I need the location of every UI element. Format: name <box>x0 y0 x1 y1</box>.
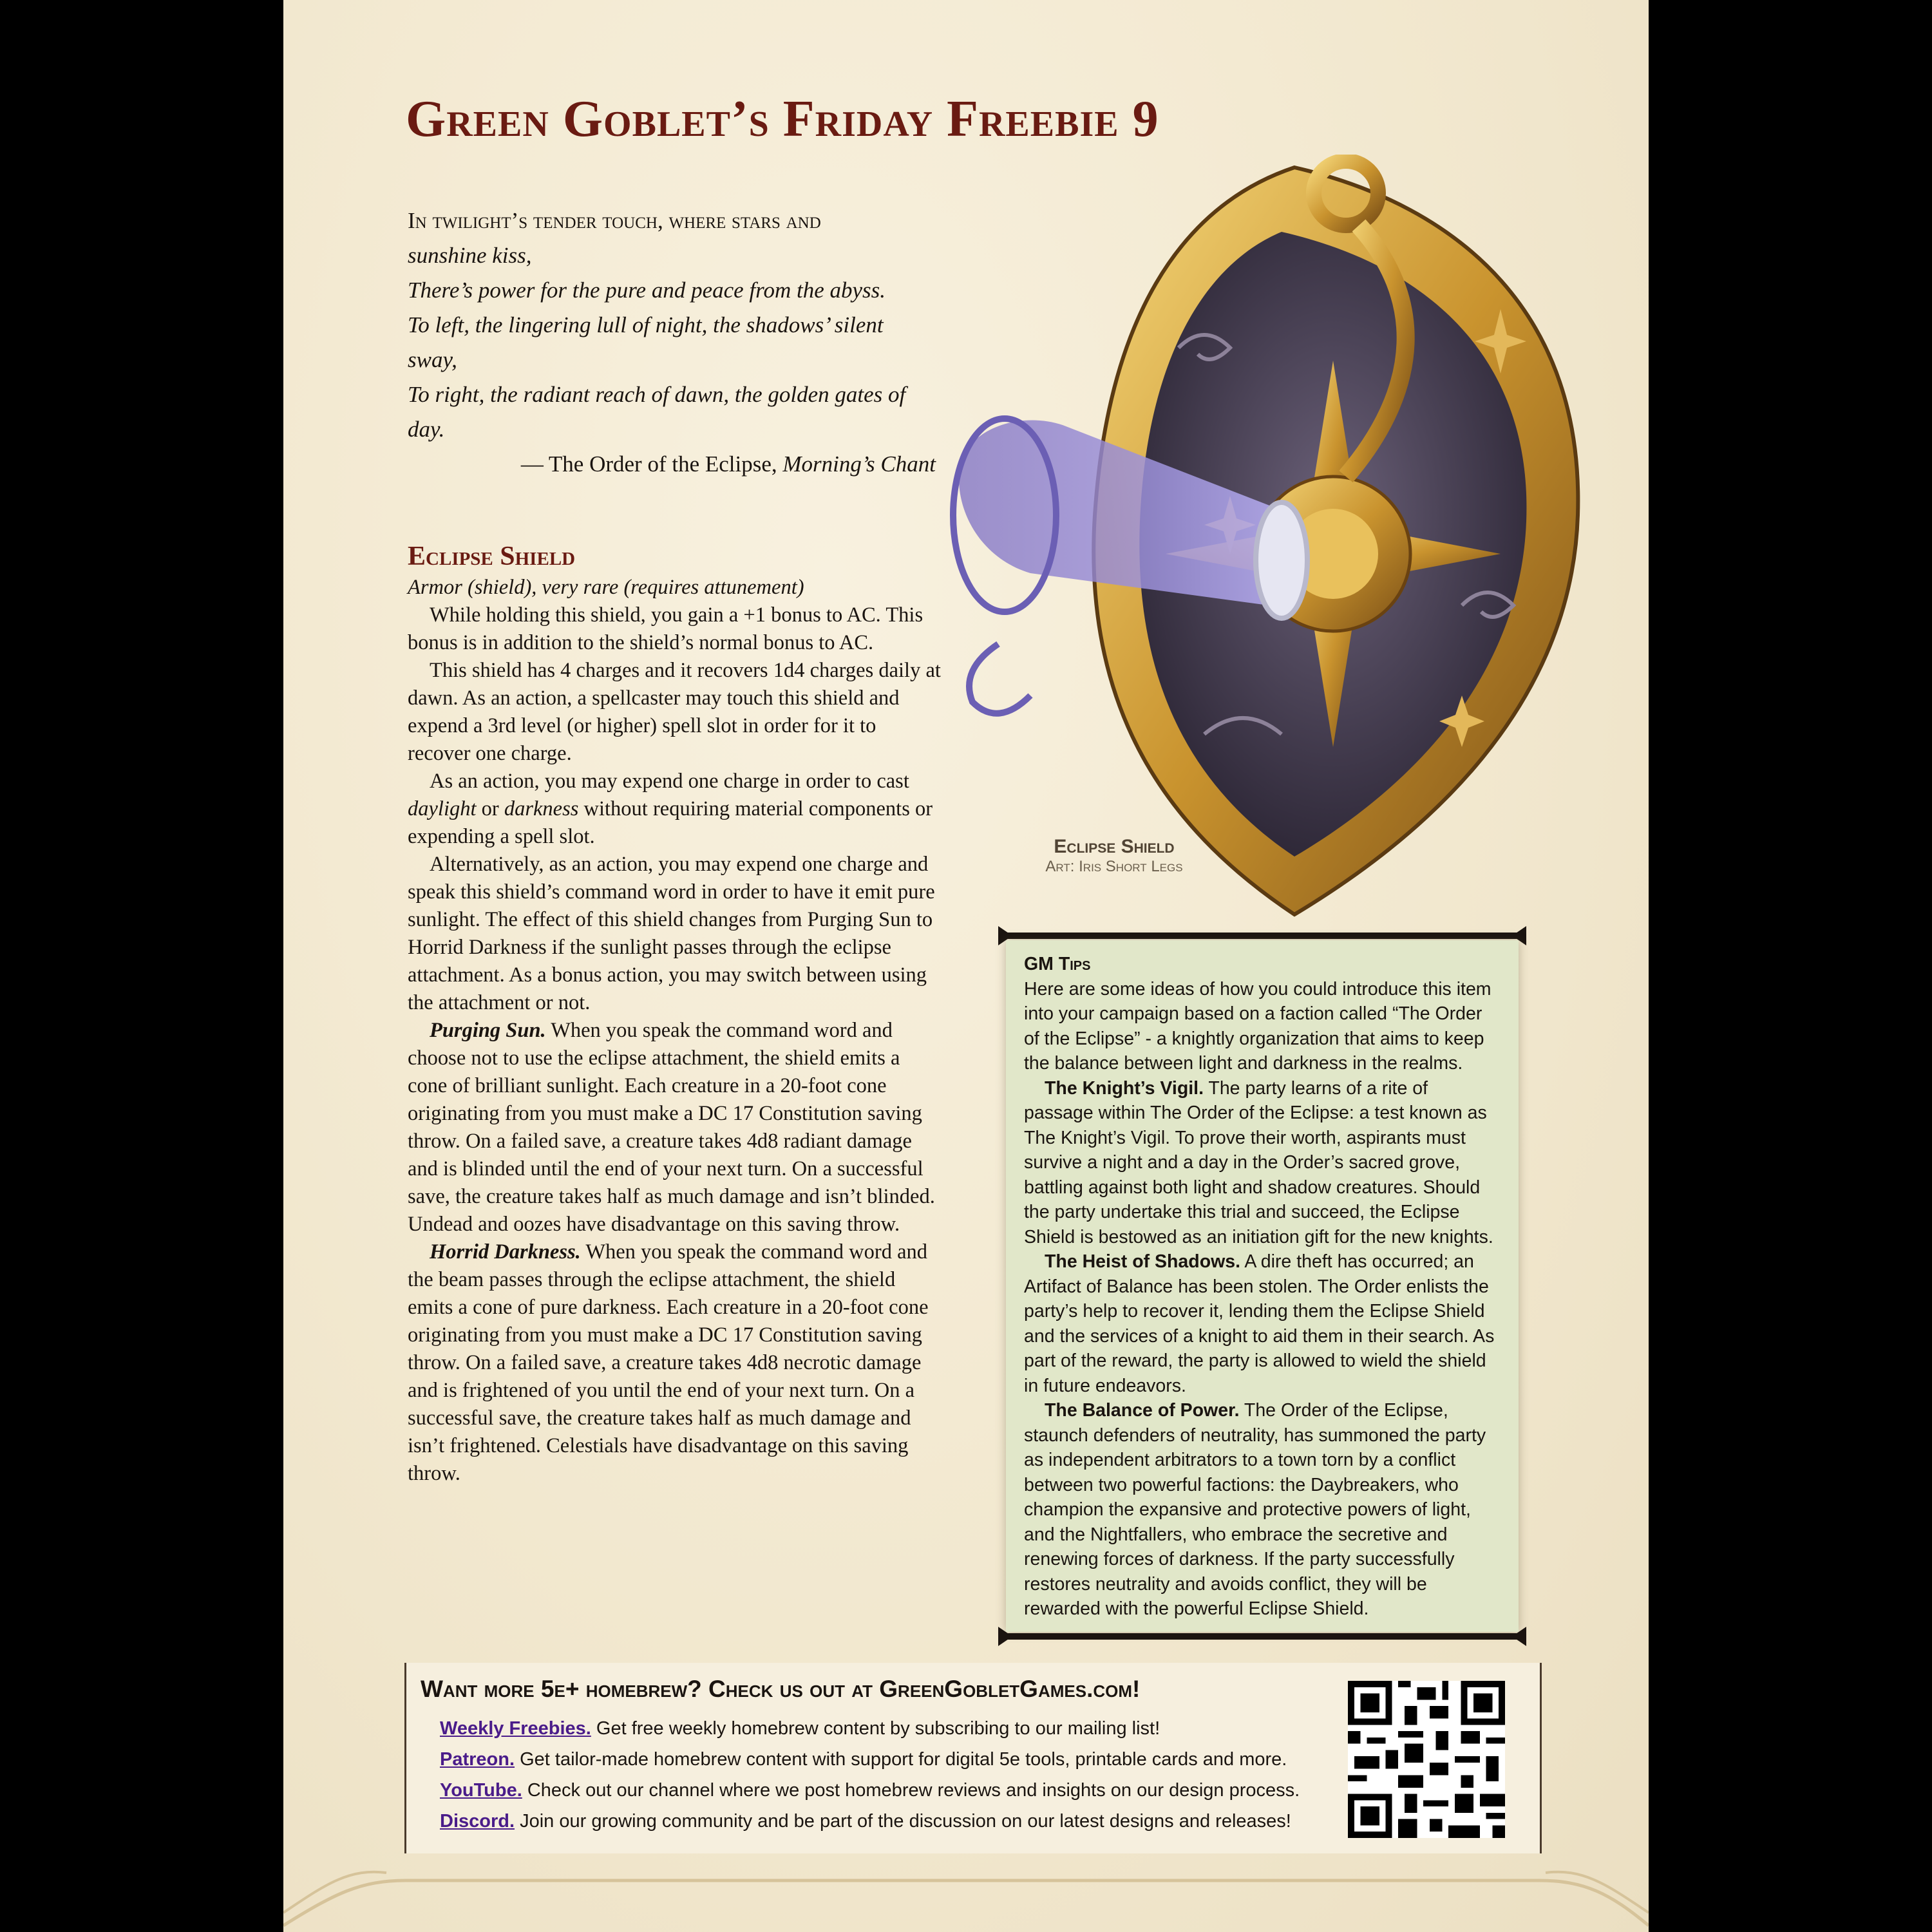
caption-title: Eclipse Shield <box>1054 836 1175 857</box>
poem-line: sunshine kiss, <box>408 243 532 268</box>
promo-title: Want more 5e+ homebrew? Check us out at GreenGobletGames.com! <box>421 1676 1141 1702</box>
poem-line: To left, the lingering lull of night, the shadows’ silent sway, <box>408 312 884 372</box>
feature-label: Purging Sun. <box>430 1019 546 1042</box>
text-run: without requiring material components or expending a spell slot. <box>408 797 933 848</box>
page <box>283 0 1649 1932</box>
gm-tip <box>1024 1076 1501 1250</box>
item-type: Armor (shield), very rare (requires attunement) <box>408 576 804 599</box>
gm-tip <box>1024 1398 1501 1622</box>
corner-ornament-icon <box>283 1855 1649 1932</box>
tip-text: The Order of the Eclipse, staunch defenders of neutrality, has summoned the party as independent arbitrators to a town torn by a conflict between two powerful factions: the Daybreakers, who champion the expansive and protective powers of light, and the Nightfallers, who embrace the secretive and renewing forces of darkness. If the party successfully restores neutrality and avoids conflict, they will be rewarded with the powerful Eclipse Shield. <box>1024 1400 1486 1619</box>
poem-line: There’s power for the pure and peace from the abyss. <box>408 278 886 303</box>
text-run: As an action, you may expend one charge in order to cast <box>430 770 909 793</box>
item-section <box>408 541 942 1488</box>
spell-name: darkness <box>504 797 579 820</box>
spell-name: daylight <box>408 797 477 820</box>
item-name: Eclipse Shield <box>408 542 576 571</box>
box-border-bottom <box>998 1633 1526 1640</box>
promo-text: Get free weekly homebrew content by subscribing to our mailing list! <box>596 1718 1160 1739</box>
gm-tips-title: GM Tips <box>1024 954 1091 974</box>
text-run: When you speak the command word and the beam passes through the eclipse attachment, the shield emits a cone of pure darkness. Each creature in a 20-foot cone originating from you must make a DC 17 Constitution saving throw. On a failed save, a creature takes 4d8 necrotic damage and is frightened of you until the end of your next turn. On a successful save, the creature takes half as much damage and isn’t frightened. Celestials have disadvantage on this saving throw. <box>408 1240 929 1485</box>
gm-tips-intro: Here are some ideas of how you could introduce this item into your campaign based on a faction called “The Order of the Eclipse” - a knightly organization that aims to keep the balance between light and darkness in the realms. <box>1024 978 1492 1074</box>
gm-tips-box <box>998 933 1526 1640</box>
item-paragraph: While holding this shield, you gain a +1 bonus to AC. This bonus is in addition to the shield’s normal bonus to AC. <box>408 603 923 654</box>
promo-line <box>440 1780 1300 1801</box>
patreon-link[interactable]: Patreon. <box>440 1749 515 1770</box>
tip-text: The party learns of a rite of passage within The Order of the Eclipse: a test known as The Knight’s Vigil. To prove their worth, aspirants must survive a night and a day in the Order’s sacred grove, battling against both light and shadow creatures. Should the party undertake this trial and succeed, the Eclipse Shield is bestowed as an initiation gift for the new knights. <box>1024 1077 1493 1247</box>
gm-tip <box>1024 1249 1501 1398</box>
promo-line <box>440 1811 1291 1832</box>
item-paragraph: This shield has 4 charges and it recovers 1d4 charges daily at dawn. As an action, a spellcaster may touch this shield and expend a 3rd level (or higher) spell slot in order for it to recover one charge. <box>408 659 941 765</box>
caption-credit: Art: Iris Short Legs <box>1045 858 1183 875</box>
epigraph-poem <box>408 204 936 482</box>
promo-text: Get tailor-made homebrew content with support for digital 5e tools, printable cards and more. <box>520 1749 1287 1770</box>
attribution-work: Morning’s Chant <box>782 451 936 477</box>
qr-code-icon[interactable] <box>1348 1681 1505 1838</box>
promo-text: Check out our channel where we post homebrew reviews and insights on our design process. <box>527 1780 1300 1801</box>
poem-line: To right, the radiant reach of dawn, the golden gates of day. <box>408 382 906 442</box>
tip-label: The Balance of Power. <box>1045 1400 1240 1421</box>
text-run: or <box>481 797 499 820</box>
youtube-link[interactable]: YouTube. <box>440 1780 522 1801</box>
art-caption <box>1011 836 1217 876</box>
promo-line <box>440 1718 1160 1739</box>
item-paragraph: Alternatively, as an action, you may expend one charge and speak this shield’s command word in order to have it emit pure sunlight. The effect of this shield changes from Purging Sun to Horrid Darkness if the sunlight passes through the eclipse attachment. As a bonus action, you may switch between using the attachment or not. <box>408 853 935 1014</box>
item-paragraph <box>408 1238 942 1488</box>
tip-label: The Heist of Shadows. <box>1045 1251 1241 1272</box>
weekly-freebies-link[interactable]: Weekly Freebies. <box>440 1718 591 1739</box>
tip-label: The Knight’s Vigil. <box>1045 1077 1204 1099</box>
promo-line <box>440 1749 1287 1770</box>
poem-lead: In twilight’s tender touch, where stars and <box>408 208 821 233</box>
gm-tips-content <box>1006 940 1519 1632</box>
box-border-top <box>998 933 1526 939</box>
eclipse-shield-illustration <box>934 155 1616 927</box>
item-paragraph <box>408 768 942 851</box>
discord-link[interactable]: Discord. <box>440 1811 515 1832</box>
promo-banner <box>404 1663 1542 1853</box>
text-run: When you speak the command word and choose not to use the eclipse attachment, the shield emits a cone of brilliant sunlight. Each creature in a 20-foot cone originating from you must make a DC 17 Constitution saving throw. On a failed save, a creature takes 4d8 radiant damage and is blinded until the end of your next turn. On a successful save, the creature takes half as much damage and isn’t blinded. Undead and oozes have disadvantage on this saving throw. <box>408 1019 935 1236</box>
poem-attribution <box>408 447 936 482</box>
promo-text: Join our growing community and be part of the discussion on our latest designs and releases! <box>520 1811 1291 1832</box>
item-paragraph <box>408 1017 942 1238</box>
attribution-prefix: — The Order of the Eclipse, <box>520 451 777 477</box>
feature-label: Horrid Darkness. <box>430 1240 581 1264</box>
page-title: Green Goblet’s Friday Freebie 9 <box>406 91 1159 147</box>
tip-text: A dire theft has occurred; an Artifact of Balance has been stolen. The Order enlists the party’s help to recover it, lending them the Eclipse Shield and the services of a knight to aid them in their search. As part of the reward, the party is allowed to wield the shield in future endeavors. <box>1024 1251 1495 1396</box>
